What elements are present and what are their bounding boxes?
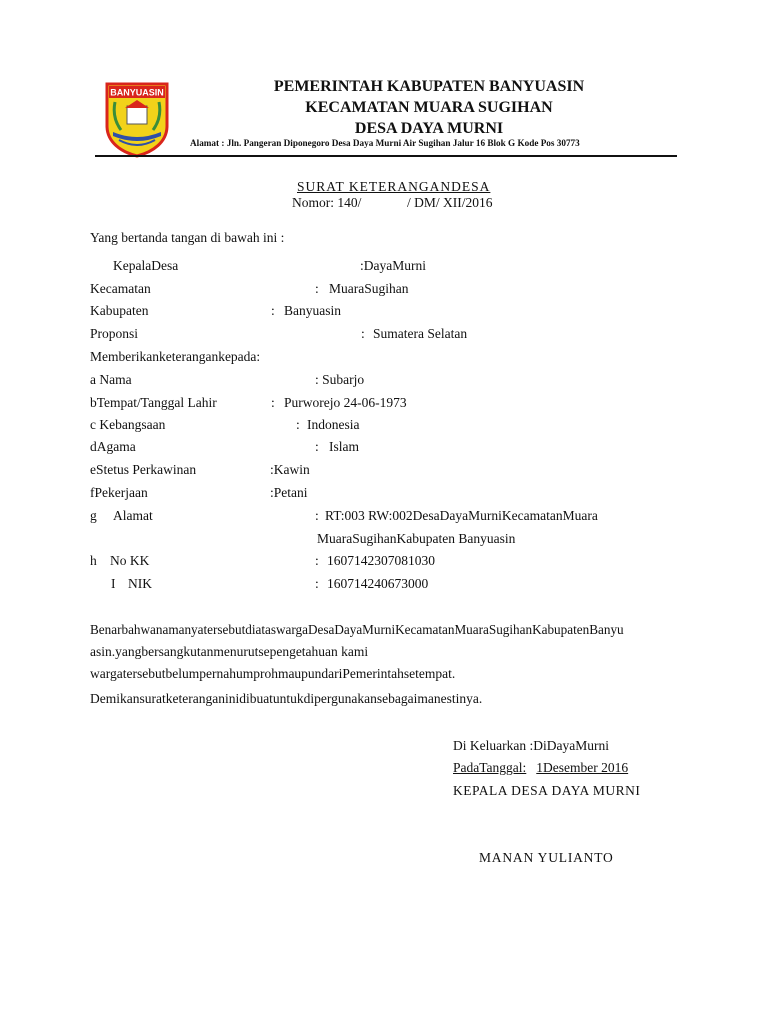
statement-line-3: wargatersebutbelumpernahumprohmaupundariPemerintahsetempat. bbox=[90, 666, 456, 681]
kebangsaan-label: c Kebangsaan bbox=[90, 417, 166, 432]
agama-label: dAgama bbox=[90, 439, 136, 454]
alamat-label: Alamat bbox=[113, 508, 153, 523]
issue-date-row bbox=[453, 760, 660, 776]
kabupaten-sep: : bbox=[271, 303, 275, 318]
status-value: :Kawin bbox=[270, 462, 310, 477]
alamat-letter: g bbox=[90, 508, 97, 523]
letter-number-label: Nomor: 140/ bbox=[292, 195, 362, 210]
letter-number-rest: / DM/ XII/2016 bbox=[407, 195, 493, 210]
nama-label: a Nama bbox=[90, 372, 132, 387]
header-divider bbox=[95, 155, 677, 157]
status-label: eStetus Perkawinan bbox=[90, 462, 197, 477]
letter-title: SURAT KETERANGANDESA bbox=[297, 179, 491, 194]
nik-letter: I bbox=[111, 576, 116, 591]
kebangsaan-sep: : bbox=[296, 417, 300, 432]
nama-value: : Subarjo bbox=[315, 372, 365, 387]
header-line-2: KECAMATAN MUARA SUGIHAN bbox=[305, 99, 553, 116]
nik-label: NIK bbox=[128, 576, 152, 591]
kecamatan-label: Kecamatan bbox=[90, 281, 151, 296]
intro-text: Memberikanketerangankepada: bbox=[90, 349, 261, 364]
provinsi-sep: : bbox=[361, 326, 365, 341]
kabupaten-label: Kabupaten bbox=[90, 303, 149, 318]
ttl-value: Purworejo 24-06-1973 bbox=[284, 395, 407, 410]
nokk-label: No KK bbox=[110, 553, 150, 568]
pekerjaan-label: fPekerjaan bbox=[90, 485, 148, 500]
kecamatan-value: MuaraSugihan bbox=[329, 281, 409, 296]
kepala-value: :DayaMurni bbox=[360, 258, 426, 273]
header-line-1: PEMERINTAH KABUPATEN BANYUASIN bbox=[273, 78, 585, 95]
issued-at: Di Keluarkan :DiDayaMurni bbox=[453, 738, 609, 753]
header-address: Alamat : Jln. Pangeran Diponegoro Desa Daya Murni Air Sugihan Jalur 16 Blok G Kode Pos 30773 bbox=[190, 138, 580, 148]
nokk-value: 1607142307081030 bbox=[327, 553, 435, 568]
kepala-label: KepalaDesa bbox=[113, 258, 179, 273]
header-line-3: DESA DAYA MURNI bbox=[354, 120, 504, 137]
opening-sentence: Yang bertanda tangan di bawah ini : bbox=[90, 230, 285, 245]
alamat-line-2: MuaraSugihanKabupaten Banyuasin bbox=[317, 531, 516, 546]
kabupaten-value: Banyuasin bbox=[284, 303, 341, 318]
svg-text:BANYUASIN: BANYUASIN bbox=[110, 87, 164, 98]
statement-line-1: BenarbahwanamanyatersebutdiataswargaDesaDayaMurniKecamatanMuaraSugihanKabupatenBanyu bbox=[90, 622, 624, 637]
nokk-letter: h bbox=[90, 553, 97, 568]
alamat-line-1: RT:003 RW:002DesaDayaMurniKecamatanMuara bbox=[325, 508, 598, 523]
agama-sep: : bbox=[315, 439, 319, 454]
provinsi-value: Sumatera Selatan bbox=[373, 326, 468, 341]
pekerjaan-value: :Petani bbox=[270, 485, 308, 500]
issue-date-value: 1Desember 2016 bbox=[536, 760, 629, 775]
provinsi-label: Proponsi bbox=[90, 326, 139, 341]
statement-line-2: asin.yangbersangkutanmenurutsepengetahuan kami bbox=[90, 644, 369, 659]
signatory-name: MANAN YULIANTO bbox=[479, 850, 614, 865]
nik-sep: : bbox=[315, 576, 319, 591]
nik-value: 160714240673000 bbox=[327, 576, 429, 591]
signatory-position: KEPALA DESA DAYA MURNI bbox=[453, 783, 641, 798]
ttl-sep: : bbox=[271, 395, 275, 410]
alamat-sep: : bbox=[315, 508, 319, 523]
ttl-label: bTempat/Tanggal Lahir bbox=[90, 395, 217, 410]
issue-date-label: PadaTanggal: bbox=[453, 760, 527, 775]
closing-sentence: Demikansuratketeranganinidibuatuntukdipergunakansebagaimanestinya. bbox=[90, 691, 483, 706]
nokk-sep: : bbox=[315, 553, 319, 568]
agama-value: Islam bbox=[329, 439, 359, 454]
kebangsaan-value: Indonesia bbox=[307, 417, 360, 432]
kecamatan-sep: : bbox=[315, 281, 319, 296]
